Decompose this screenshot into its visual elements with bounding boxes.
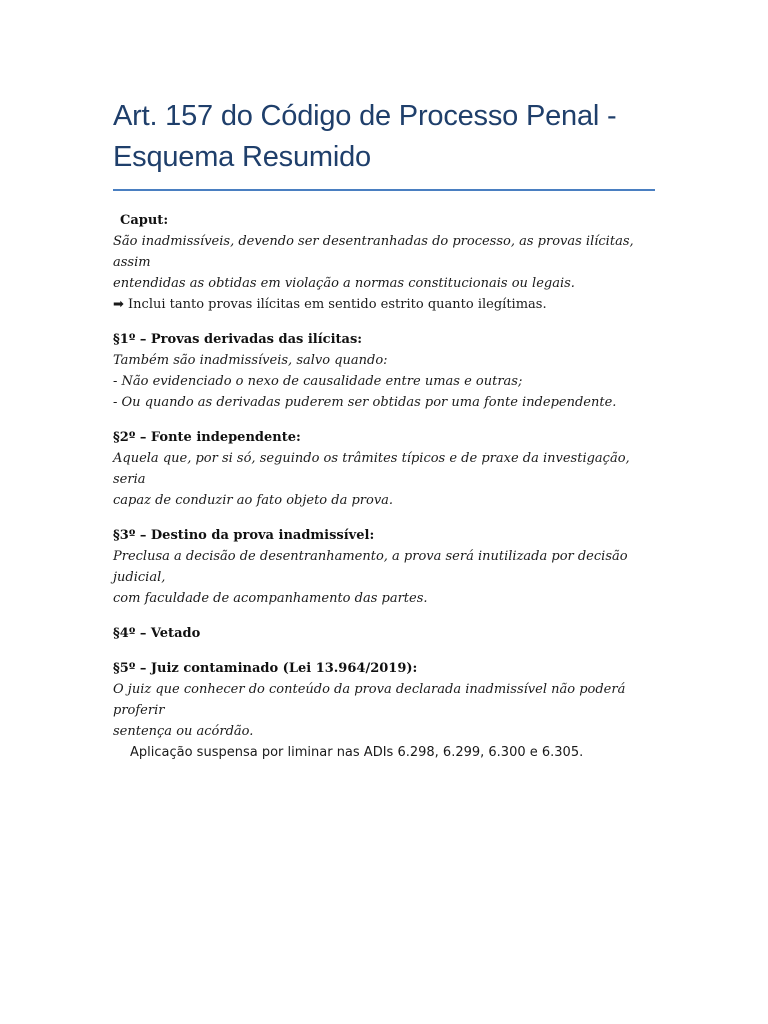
paragraph-1-line-3: - Ou quando as derivadas puderem ser obtidas por uma fonte independente. (113, 395, 617, 410)
paragraph-5-heading: §5º – Juiz contaminado (Lei 13.964/2019): (113, 661, 418, 676)
section-paragraph-1 (113, 329, 655, 413)
paragraph-3-line-2: com faculdade de acompanhamento das partes. (113, 591, 428, 606)
caput-heading: Caput: (120, 213, 169, 228)
caput-note (113, 294, 655, 315)
caput-note-text: Inclui tanto provas ilícitas em sentido estrito quanto ilegítimas. (123, 297, 547, 312)
paragraph-5-line-2: sentença ou acórdão. (113, 724, 254, 739)
paragraph-3-heading: §3º – Destino da prova inadmissível: (113, 528, 375, 543)
section-caput (113, 210, 655, 315)
paragraph-1-line-2: - Não evidenciado o nexo de causalidade entre umas e outras; (113, 374, 523, 389)
right-arrow-icon: ➡ (113, 297, 124, 312)
title-line-2: Esquema Resumido (113, 141, 371, 173)
caput-text-line-1: São inadmissíveis, devendo ser desentranhadas do processo, as provas ilícitas, assim (113, 234, 634, 270)
title-underline (113, 189, 655, 191)
paragraph-3-line-1: Preclusa a decisão de desentranhamento, a prova será inutilizada por decisão judicial, (113, 549, 628, 585)
paragraph-2-heading: §2º – Fonte independente: (113, 430, 301, 445)
caput-text-line-2: entendidas as obtidas em violação a normas constitucionais ou legais. (113, 276, 575, 291)
document-title (113, 0, 655, 178)
paragraph-2-line-2: capaz de conduzir ao fato objeto da prova. (113, 493, 394, 508)
paragraph-5-note: Aplicação suspensa por liminar nas ADIs 6.298, 6.299, 6.300 e 6.305. (130, 745, 584, 760)
paragraph-2-line-1: Aquela que, por si só, seguindo os trâmites típicos e de praxe da investigação, seria (113, 451, 630, 487)
paragraph-1-heading: §1º – Provas derivadas das ilícitas: (113, 332, 363, 347)
document-page (113, 0, 655, 763)
section-paragraph-3 (113, 525, 655, 609)
title-line-1: Art. 157 do Código de Processo Penal - (113, 100, 617, 132)
section-paragraph-2 (113, 427, 655, 511)
paragraph-1-line-1: Também são inadmissíveis, salvo quando: (113, 353, 388, 368)
section-paragraph-5 (113, 658, 655, 763)
paragraph-5-line-1: O juiz que conhecer do conteúdo da prova declarada inadmissível não poderá proferir (113, 682, 626, 718)
section-paragraph-4 (113, 623, 655, 644)
paragraph-4-heading: §4º – Vetado (113, 626, 201, 641)
